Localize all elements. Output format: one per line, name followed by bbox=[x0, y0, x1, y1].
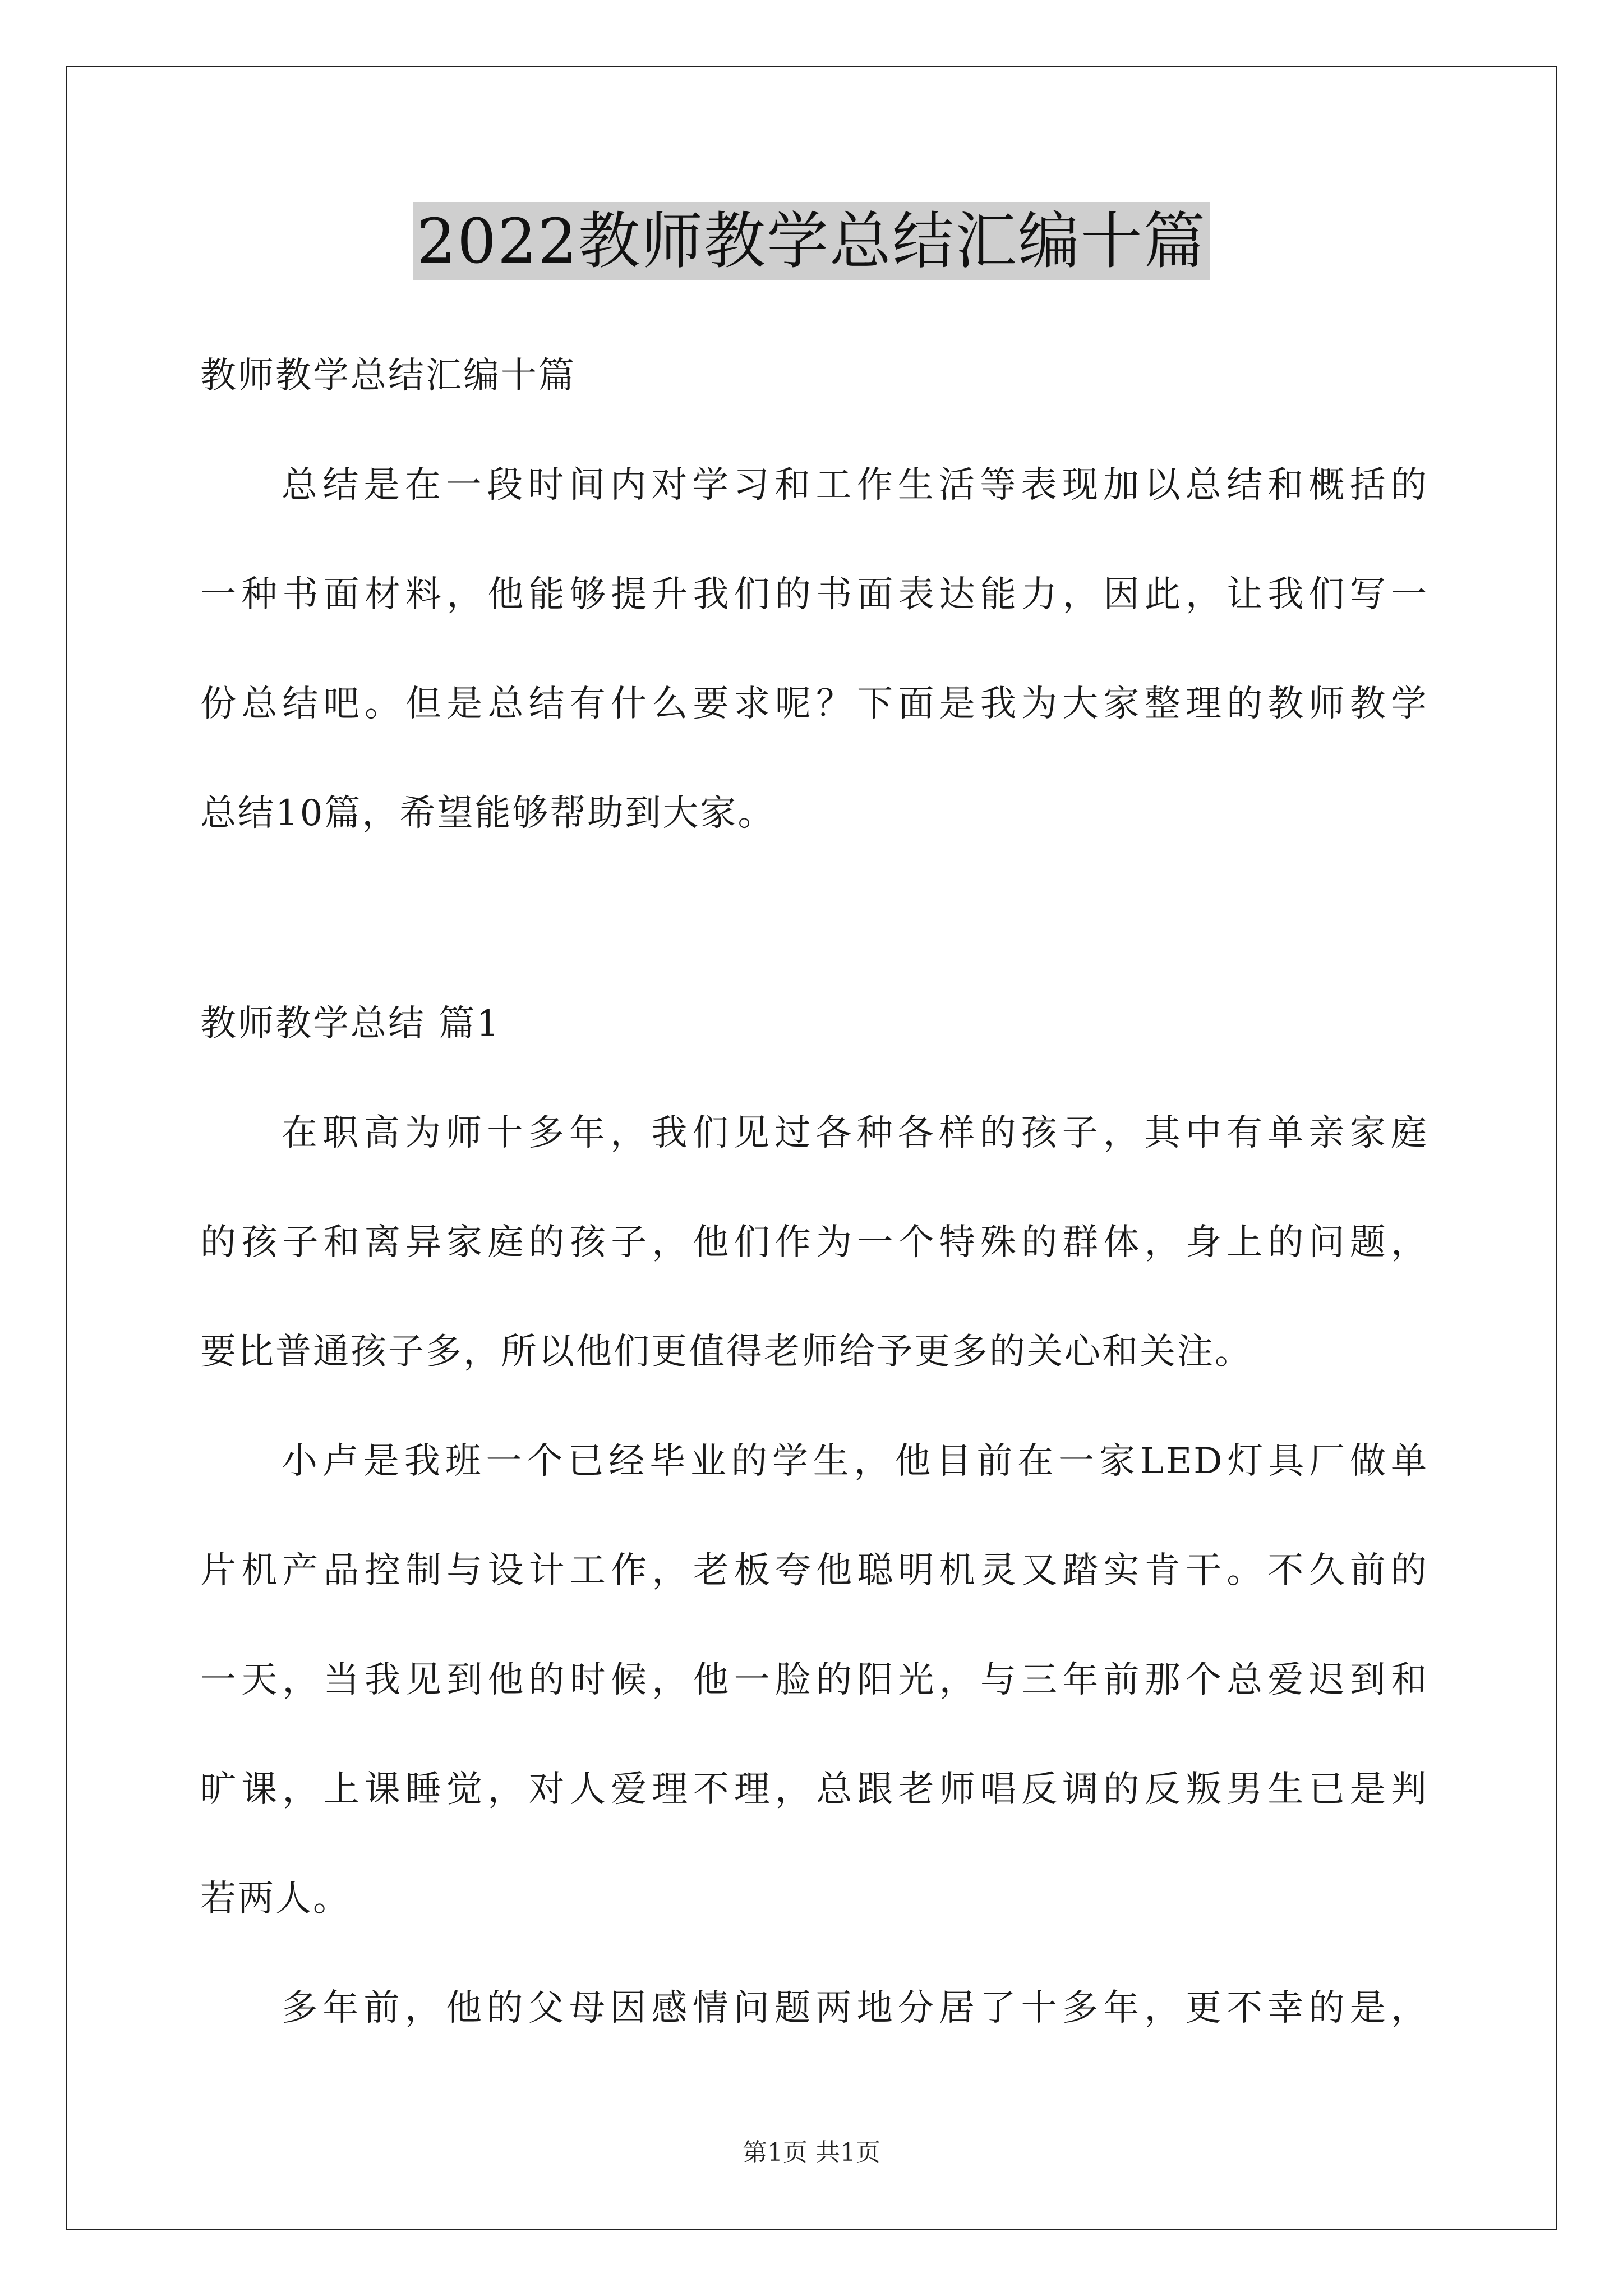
section-1-heading: 教师教学总结 篇1 bbox=[200, 1003, 501, 1045]
section-1-p3-line-1: 多年前，他的父母因感情问题两地分居了十多年，更不幸的是， bbox=[282, 1987, 1428, 2029]
section-1-p1-line-3: 要比普通孩子多，所以他们更值得老师给予更多的关心和关注。 bbox=[200, 1331, 1252, 1373]
section-1-p2-line-1: 小卢是我班一个已经毕业的学生，他目前在一家LED灯具厂做单 bbox=[282, 1441, 1428, 1482]
section-1-p2-line-5: 若两人。 bbox=[200, 1878, 351, 1920]
intro-line-4: 总结10篇，希望能够帮助到大家。 bbox=[200, 793, 776, 834]
section-1-p2-line-4: 旷课，上课睡觉，对人爱理不理，总跟老师唱反调的反叛男生已是判 bbox=[200, 1769, 1428, 1810]
section-1-p2-line-2: 片机产品控制与设计工作，老板夸他聪明机灵又踏实肯干。不久前的 bbox=[200, 1550, 1428, 1591]
document-subtitle: 教师教学总结汇编十篇 bbox=[200, 355, 576, 397]
intro-line-1: 总结是在一段时间内对学习和工作生活等表现加以总结和概括的 bbox=[282, 464, 1428, 506]
page-footer: 第1页 共1页 bbox=[743, 2138, 880, 2167]
document-title: 2022教师教学总结汇编十篇 bbox=[413, 202, 1210, 280]
intro-line-2: 一种书面材料，他能够提升我们的书面表达能力，因此，让我们写一 bbox=[200, 574, 1428, 615]
section-1-p1-line-1: 在职高为师十多年，我们见过各种各样的孩子，其中有单亲家庭 bbox=[282, 1112, 1428, 1154]
title-container bbox=[0, 202, 1623, 280]
section-1-p2-line-3: 一天，当我见到他的时候，他一脸的阳光，与三年前那个总爱迟到和 bbox=[200, 1659, 1428, 1701]
intro-line-3: 份总结吧。但是总结有什么要求呢？下面是我为大家整理的教师教学 bbox=[200, 683, 1428, 725]
section-1-p1-line-2: 的孩子和离异家庭的孩子，他们作为一个特殊的群体，身上的问题， bbox=[200, 1222, 1428, 1263]
